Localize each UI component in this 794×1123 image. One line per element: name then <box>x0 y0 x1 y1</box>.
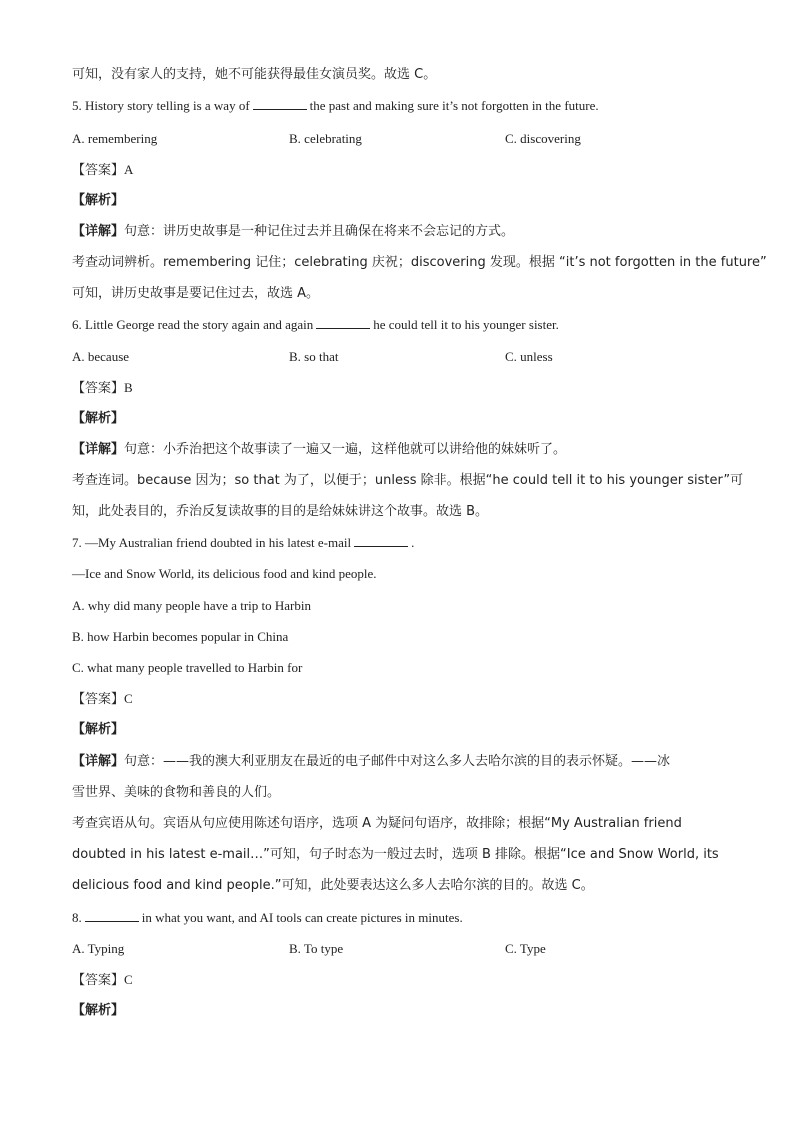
explanation-line: 知，此处表目的，乔治反复读故事的目的是给妹妹讲这个故事。故选 B。 <box>72 504 489 519</box>
answer-value: C <box>124 972 133 987</box>
option-c: C. what many people travelled to Harbin for <box>72 660 303 675</box>
explanation-line: 考查连词。because 因为；so that 为了，以便于；unless 除非。根据“he could tell it to his younger sister”可 <box>72 473 744 488</box>
explanation-line: 考查动词辨析。remembering 记住；celebrating 庆祝；discovering 发现。根据 “it’s not forgotten in the future” <box>72 255 767 270</box>
answer-tag: 【答案】 <box>72 973 125 988</box>
question-stem: 5. History story telling is a way of <box>72 98 250 113</box>
detail-line <box>72 441 754 459</box>
answer-line <box>72 379 754 398</box>
explanation-line: 考查宾语从句。宾语从句应使用陈述句语序，选项 A 为疑问句语序，故排除；根据“My Australian friend <box>72 816 682 831</box>
text-line: 可知，没有家人的支持，她不可能获得最佳女演员奖。故选 C。 <box>72 67 437 82</box>
answer-line <box>72 971 754 990</box>
question-stem-end: in what you want, and AI tools can create pictures in minutes. <box>141 910 463 925</box>
question-stem: 7. —My Australian friend doubted in his latest e-mail <box>72 535 352 550</box>
answer-line <box>72 161 754 180</box>
option-a: A. remembering <box>72 131 158 146</box>
question-stem-end: . <box>411 535 415 550</box>
detail-text: 句意：——我的澳大利亚朋友在最近的电子邮件中对这么多人去哈尔滨的目的表示怀疑。——冰 <box>124 754 671 769</box>
analysis-tag: 【解析】 <box>72 1003 125 1018</box>
question-number: 8. <box>72 910 82 925</box>
option-b: B. celebrating <box>289 131 362 146</box>
option-c: C. unless <box>505 349 553 364</box>
question-8 <box>72 909 754 927</box>
analysis-tag: 【解析】 <box>72 193 125 208</box>
detail-text: 句意：小乔治把这个故事读了一遍又一遍，这样他就可以讲给他的妹妹听了。 <box>124 442 567 457</box>
question-6 <box>72 316 754 334</box>
question-stem-end: the past and making sure it’s not forgotten in the future. <box>309 98 599 113</box>
answer-tag: 【答案】 <box>72 381 125 396</box>
answer-value: B <box>124 380 133 395</box>
option-b: B. To type <box>289 941 344 956</box>
answer-blank <box>253 97 307 110</box>
explanation-line: 可知，讲历史故事是要记住过去，故选 A。 <box>72 286 320 301</box>
answer-blank <box>85 909 139 922</box>
answer-blank <box>316 316 370 329</box>
detail-tag: 【详解】 <box>72 224 125 239</box>
answer-tag: 【答案】 <box>72 163 125 178</box>
question-7 <box>72 534 754 552</box>
analysis-tag: 【解析】 <box>72 411 125 426</box>
question-5 <box>72 97 754 115</box>
answer-value: A <box>124 162 134 177</box>
analysis-tag: 【解析】 <box>72 722 125 737</box>
option-c: C. Type <box>505 941 546 956</box>
detail-tag: 【详解】 <box>72 442 125 457</box>
option-b: B. how Harbin becomes popular in China <box>72 629 289 644</box>
detail-line <box>72 223 754 241</box>
explanation-line: doubted in his latest e-mail…”可知，句子时态为一般过去时，选项 B 排除。根据“Ice and Snow World, its <box>72 847 719 862</box>
detail-line <box>72 753 754 771</box>
dialogue-reply: —Ice and Snow World, its delicious food and kind people. <box>72 566 377 581</box>
answer-blank <box>354 534 408 547</box>
detail-tag: 【详解】 <box>72 754 125 769</box>
option-b: B. so that <box>289 349 339 364</box>
option-a: A. why did many people have a trip to Harbin <box>72 598 311 613</box>
option-a: A. Typing <box>72 941 125 956</box>
option-a: A. because <box>72 349 130 364</box>
question-stem: 6. Little George read the story again and again <box>72 317 314 332</box>
detail-line-2: 雪世界、美味的食物和善良的人们。 <box>72 785 281 800</box>
answer-line <box>72 690 754 709</box>
answer-value: C <box>124 691 133 706</box>
detail-text: 句意：讲历史故事是一种记住过去并且确保在将来不会忘记的方式。 <box>124 224 515 239</box>
question-stem-end: he could tell it to his younger sister. <box>373 317 559 332</box>
answer-tag: 【答案】 <box>72 692 125 707</box>
explanation-line: delicious food and kind people.”可知，此处要表达这么多人去哈尔滨的目的。故选 C。 <box>72 878 594 893</box>
option-c: C. discovering <box>505 131 581 146</box>
